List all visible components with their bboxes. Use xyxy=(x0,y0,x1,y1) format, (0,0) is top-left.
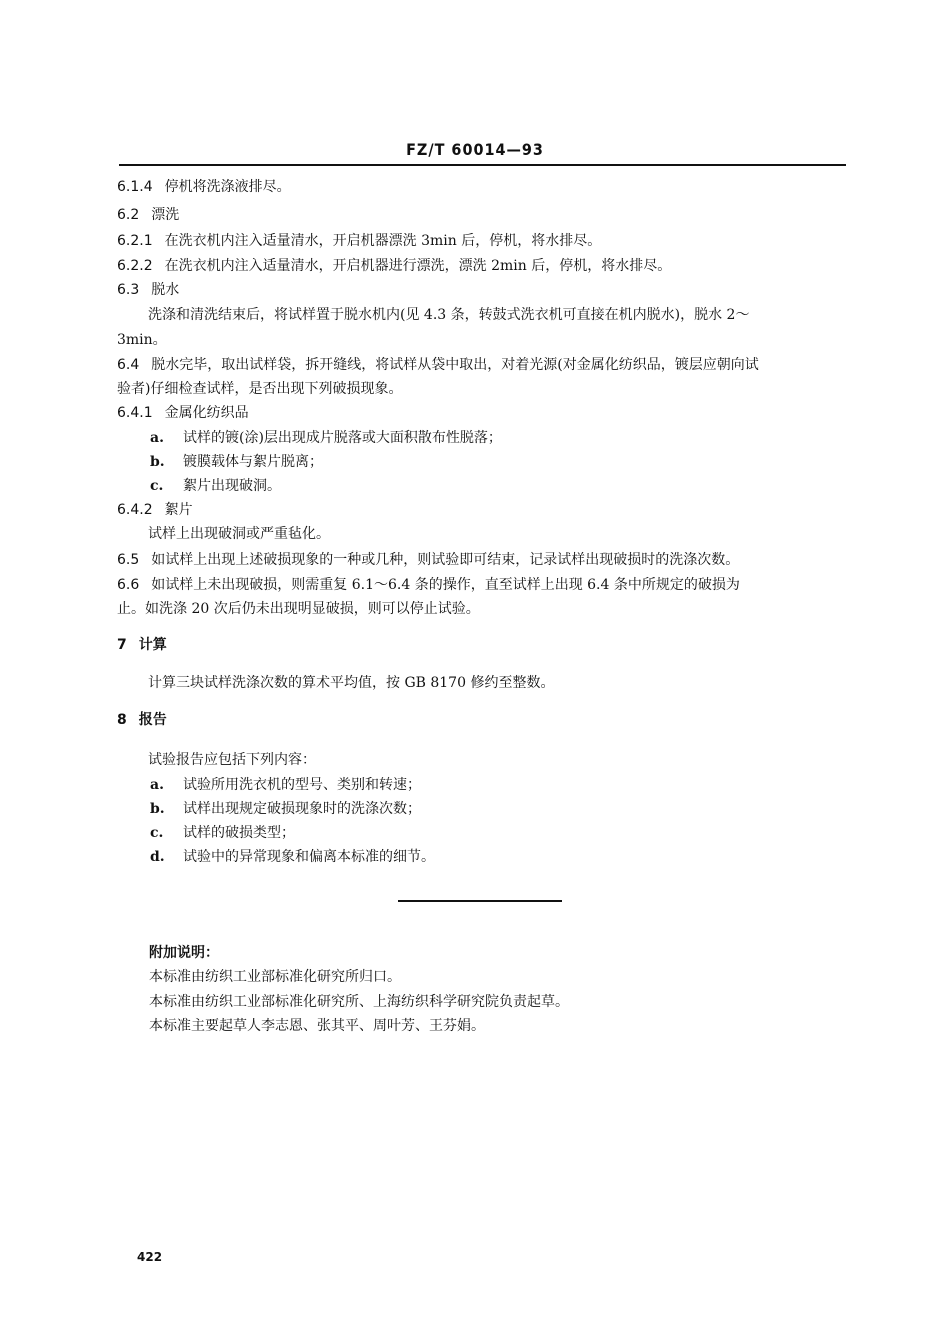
notes-line: 本标准由纺织工业部标准化研究所归口。 xyxy=(149,969,401,985)
clause-text: 如试样上出现上述破损现象的一种或几种，则试验即可结束，记录试样出现破损时的洗涤次数。 xyxy=(151,552,740,568)
clause-number: 6.1.4 xyxy=(117,179,153,195)
notes-line: 本标准主要起草人李志恩、张其平、周叶芳、王芬娟。 xyxy=(149,1018,485,1034)
clause-number: 6.4.1 xyxy=(117,405,153,421)
clause-text: 脱水 xyxy=(151,282,180,298)
section-8-heading xyxy=(117,711,167,729)
clause-6-1-4 xyxy=(117,178,291,196)
notes-line: 本标准由纺织工业部标准化研究所、上海纺织科学研究院负责起草。 xyxy=(149,994,569,1010)
clause-number: 6.2 xyxy=(117,207,140,223)
page-number: 422 xyxy=(137,1250,163,1264)
list-item: c. 试样的破损类型； xyxy=(150,825,295,841)
clause-number: 6.2.2 xyxy=(117,258,153,274)
clause-text: 漂洗 xyxy=(151,207,180,223)
clause-6-2-1 xyxy=(117,232,601,250)
section-title: 报告 xyxy=(138,712,167,728)
list-item: a. 试样的镀(涂)层出现成片脱落或大面积散布性脱落； xyxy=(150,430,502,446)
clause-text: 如试样上未出现破损，则需重复 6.1～6.4 条的操作，直至试样上出现 6.4 条中所规定的破损为 xyxy=(151,577,740,593)
clause-6-4-2 xyxy=(117,501,193,519)
clause-6-6-cont: 止。如洗涤 20 次后仍未出现明显破损，则可以停止试验。 xyxy=(117,601,480,617)
list-item: b. 试样出现规定破损现象时的洗涤次数； xyxy=(150,801,421,817)
notes-title: 附加说明： xyxy=(149,945,219,961)
list-item: b. 镀膜载体与絮片脱离； xyxy=(150,454,323,470)
section-number: 8 xyxy=(117,712,127,728)
list-item: a. 试验所用洗衣机的型号、类别和转速； xyxy=(150,777,421,793)
clause-text: 絮片 xyxy=(164,502,193,518)
section-7-body: 计算三块试样洗涤次数的算术平均值，按 GB 8170 修约至整数。 xyxy=(148,675,555,691)
clause-6-2-2 xyxy=(117,257,671,275)
clause-6-2 xyxy=(117,206,179,224)
clause-number: 6.5 xyxy=(117,552,140,568)
clause-text: 金属化纺织品 xyxy=(164,405,249,421)
clause-6-4-1 xyxy=(117,404,249,422)
section-7-heading xyxy=(117,636,167,654)
clause-number: 6.4.2 xyxy=(117,502,153,518)
standard-code-header: FZ/T 60014—93 xyxy=(406,140,544,159)
section-number: 7 xyxy=(117,637,127,653)
section-title: 计算 xyxy=(138,637,167,653)
clause-number: 6.6 xyxy=(117,577,140,593)
clause-number: 6.2.1 xyxy=(117,233,153,249)
clause-number: 6.3 xyxy=(117,282,140,298)
end-rule xyxy=(398,900,562,902)
clause-6-3-body: 洗涤和清洗结束后，将试样置于脱水机内(见 4.3 条，转鼓式洗衣机可直接在机内脱水)，脱水 2～ xyxy=(148,307,750,323)
clause-text: 在洗衣机内注入适量清水，开启机器进行漂洗，漂洗 2min 后，停机，将水排尽。 xyxy=(164,258,672,274)
clause-6-4 xyxy=(117,356,759,374)
clause-6-6 xyxy=(117,576,740,594)
clause-text: 脱水完毕，取出试样袋，拆开缝线，将试样从袋中取出，对着光源(对金属化纺织品，镀层应朝向试 xyxy=(151,357,759,373)
list-item: d. 试验中的异常现象和偏离本标准的细节。 xyxy=(150,849,435,865)
clause-6-4-2-body: 试样上出现破洞或严重毡化。 xyxy=(148,526,330,542)
list-item: c. 絮片出现破洞。 xyxy=(150,478,281,494)
clause-text: 停机将洗涤液排尽。 xyxy=(164,179,291,195)
header-rule xyxy=(119,164,846,166)
clause-6-3-body-cont: 3min。 xyxy=(117,332,167,348)
clause-text: 在洗衣机内注入适量清水，开启机器漂洗 3min 后，停机，将水排尽。 xyxy=(164,233,602,249)
section-8-body: 试验报告应包括下列内容： xyxy=(148,752,316,768)
clause-6-3 xyxy=(117,281,179,299)
clause-6-4-cont: 验者)仔细检查试样，是否出现下列破损现象。 xyxy=(117,381,403,397)
clause-number: 6.4 xyxy=(117,357,140,373)
clause-6-5 xyxy=(117,551,739,569)
